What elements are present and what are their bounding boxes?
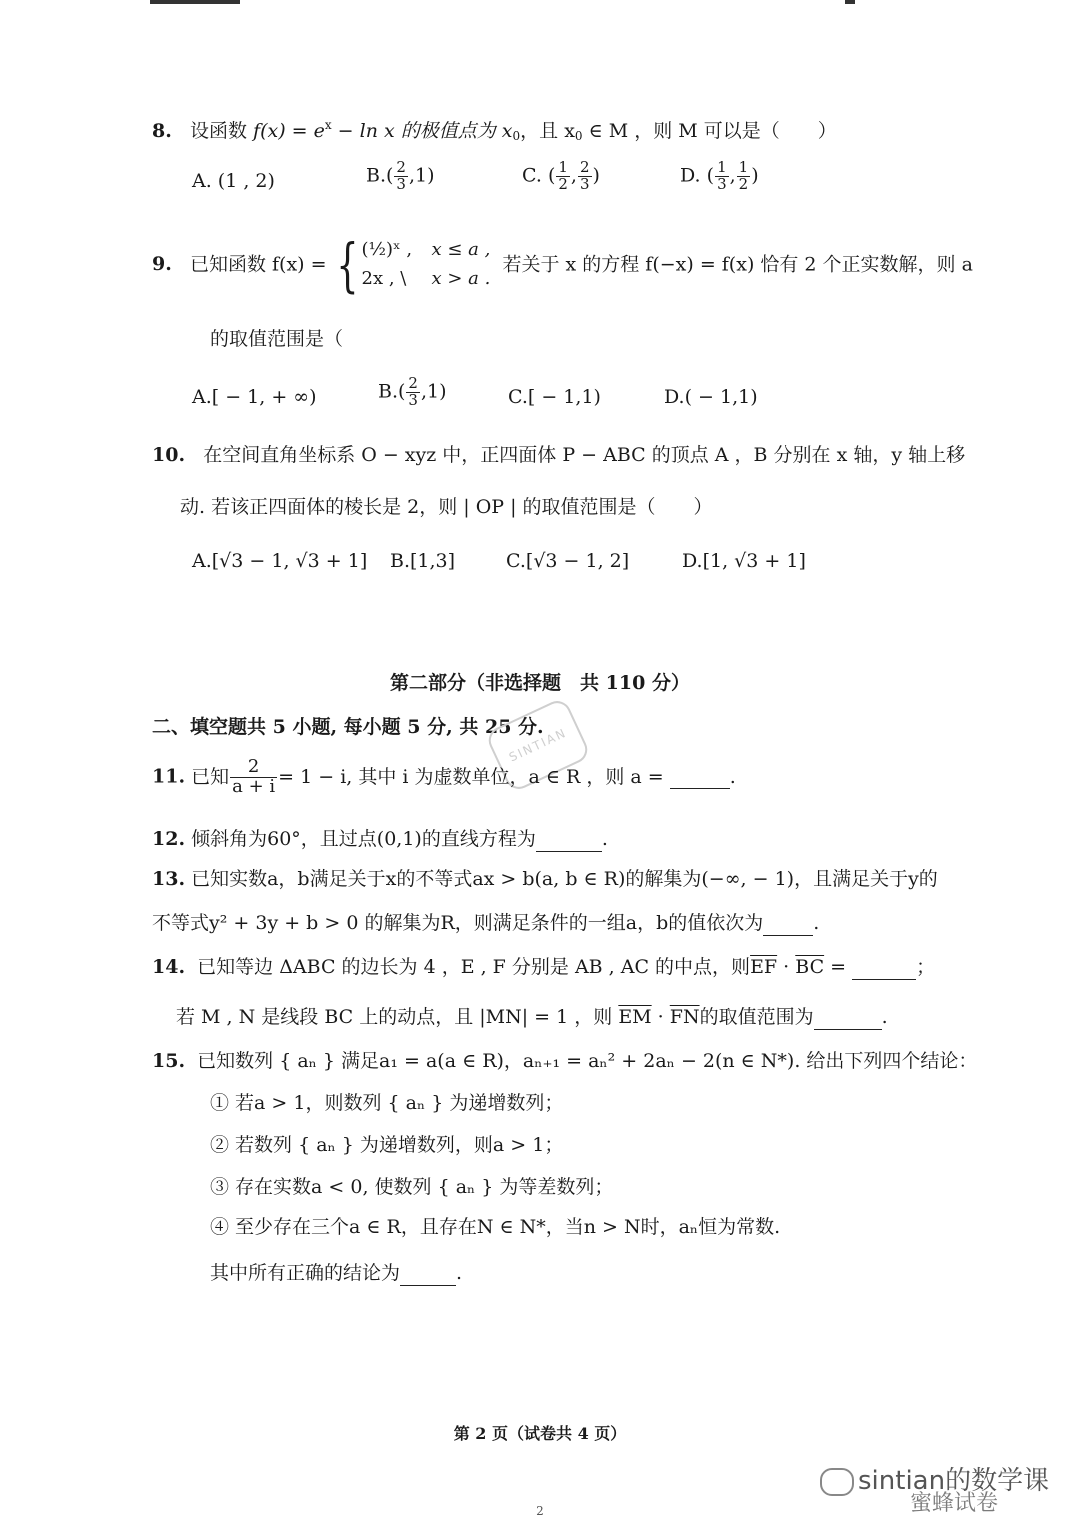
section-heading: 二、填空题共 5 小题, 每小题 5 分, 共 25 分.: [152, 716, 544, 738]
question-15-ask: 其中所有正确的结论为 .: [210, 1262, 463, 1284]
conclusion-3: ③ 存在实数a < 0, 使数列 { aₙ } 为等差数列；: [210, 1176, 614, 1198]
fraction: $\frac{2}{3}$: [408, 374, 418, 409]
question-number: 13.: [152, 868, 186, 890]
option-d: D.( − 1,1): [664, 386, 758, 408]
piecewise-brace: {: [335, 231, 359, 299]
option-b: B.( $\frac{2}{3}$ ,1): [366, 158, 435, 193]
piecewise-cases: (½)ˣ , x ≤ a , 2x , \ x > a .: [361, 239, 491, 289]
option-d: D. ( $\frac{1}{3}$ , $\frac{1}{2}$ ): [680, 158, 759, 193]
fraction: $\frac{1}{3}$: [717, 158, 727, 193]
question-13-cont: 不等式y² + 3y + b > 0 的解集为R，则满足条件的一组a，b的值依次为 .: [152, 912, 820, 934]
scan-mark: [845, 0, 855, 4]
option-a: A. (1 , 2): [192, 170, 275, 192]
conclusion-2: ② 若数列 { aₙ } 为递增数列，则a > 1；: [210, 1134, 564, 1156]
question-number: 8.: [152, 120, 172, 142]
conclusion-1: ① 若a > 1，则数列 { aₙ } 为递增数列；: [210, 1092, 564, 1114]
option-c: C.[ − 1,1): [508, 386, 601, 408]
fraction: $\frac{2}{3}$: [579, 158, 590, 193]
question-8: [152, 118, 837, 143]
fraction: $\frac{1}{2}$: [738, 158, 749, 193]
option-a: A.[ − 1, + ∞): [192, 386, 317, 408]
option-d: D.[1, √3 + 1]: [682, 550, 806, 572]
fraction: $\frac{1}{2}$: [558, 158, 568, 193]
conclusion-4: ④ 至少存在三个a ∈ R，且存在N ∈ N*，当n > N时，aₙ恒为常数.: [210, 1216, 781, 1238]
wechat-icon: [820, 1468, 854, 1496]
option-b: B.( $\frac{2}{3}$ ,1): [378, 374, 447, 409]
channel-watermark: sintian的数学课: [858, 1466, 1050, 1496]
question-stem: 设函数 $f(x) = e^x - \ln x$ 的极值点为 $x_0$，且 $x_0$ ∈ M ，则 M 可以是（ ）: [189, 118, 837, 143]
watermark-stamp: SINTIAN: [484, 696, 592, 793]
question-number: 12.: [152, 828, 186, 850]
answer-blank[interactable]: [536, 828, 602, 852]
question-number: 9.: [152, 253, 172, 275]
question-9: 9. 已知函数 f(x) = { (½)ˣ , x ≤ a , 2x , \ x > a . 若关于 x 的方程 f(−x) = f(x) 恰有 2 个正实数解，则 a: [152, 231, 973, 299]
option-c: C. ( $\frac{1}{2}$ , $\frac{2}{3}$ ): [522, 158, 600, 193]
page-footer: 第 2 页（试卷共 4 页）: [453, 1424, 627, 1443]
answer-blank[interactable]: [763, 912, 813, 936]
question-13: 13. 已知实数a，b满足关于x的不等式ax > b(a, b ∈ R)的解集为(−∞, − 1)，且满足关于y的: [152, 868, 938, 890]
part-two-heading: 第二部分（非选择题 共 110 分）: [390, 672, 690, 694]
question-number: 11.: [152, 765, 186, 788]
question-15: 15. 已知数列 { aₙ } 满足a₁ = a(a ∈ R)，aₙ₊₁ = aₙ² + 2aₙ − 2(n ∈ N*). 给出下列四个结论：: [152, 1050, 978, 1072]
question-12: 12. 倾斜角为60°，且过点(0,1)的直线方程为 .: [152, 828, 608, 850]
question-14-cont: 若 M , N 是线段 BC 上的动点，且 |MN| = 1 ，则 $\overline{EM} \cdot \overline{FN}$的取值范围为 .: [176, 1006, 888, 1028]
answer-blank[interactable]: [670, 765, 730, 789]
answer-blank[interactable]: [852, 956, 916, 980]
fraction: $\frac{2}{3}$: [396, 158, 406, 193]
question-number: 14.: [152, 956, 186, 978]
scan-mark: [150, 0, 240, 4]
question-11: 11. 已知 $\frac{2}{a + i}$ = 1 − i, 其中 i 为虚数单位，a ∈ R ，则 a = .: [152, 756, 736, 797]
question-10-cont: 动. 若该正四面体的棱长是 2，则 | OP | 的取值范围是（ ）: [180, 496, 713, 518]
option-a: A.[√3 − 1, √3 + 1]: [192, 550, 368, 572]
brand-watermark: 蜜蜂试卷: [910, 1491, 999, 1516]
page-number: 2: [536, 1504, 544, 1518]
question-14: 14. 已知等边 ΔABC 的边长为 4 ，E , F 分别是 AB , AC 的中点，则$\overline{EF} \cdot \overline{BC}$ = ；: [152, 956, 936, 978]
question-number: 10.: [152, 444, 186, 466]
question-10: 10. 在空间直角坐标系 O − xyz 中，正四面体 P − ABC 的顶点 A ，B 分别在 x 轴，y 轴上移: [152, 444, 966, 466]
answer-blank[interactable]: [814, 1006, 882, 1030]
option-c: C.[√3 − 1, 2]: [506, 550, 630, 572]
option-b: B.[1,3]: [390, 550, 456, 572]
fraction: $\frac{2}{a + i}$: [232, 756, 276, 797]
question-number: 15.: [152, 1050, 186, 1072]
answer-blank[interactable]: [400, 1262, 456, 1286]
question-9-cont: 的取值范围是（: [210, 328, 344, 350]
